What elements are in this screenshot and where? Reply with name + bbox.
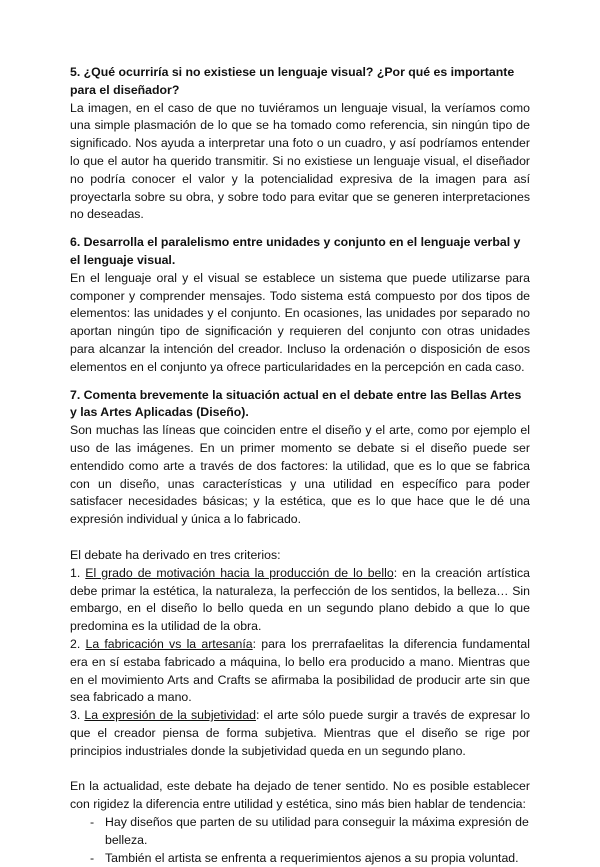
- question-5-heading: 5. ¿Qué ocurriría si no existiese un lenguaje visual? ¿Por qué es importante para el diseñador?: [70, 65, 515, 97]
- criterion-number: 3.: [70, 708, 85, 723]
- criterion-item: [70, 707, 530, 760]
- criterion-number: 2.: [70, 636, 86, 651]
- tendency-list: [70, 814, 530, 867]
- criterion-title: El grado de motivación hacia la producción de lo bello: [85, 565, 394, 580]
- answer-5-paragraph: La imagen, en el caso de que no tuviéramos un lenguaje visual, la veríamos como una simple plasmación de lo que se ha tomado como referencia, sin ningún tipo de significado. Nos ayuda a interpretar una foto o un cuadro, y así podríamos entender lo que el autor ha querido transmitir. Si no existiese un lenguaje visual, el diseñador no podría conocer el valor y la potencialidad expresiva de la imagen para así proyectarla sobre su obra, y sobre todo para evitar que se generen interpretaciones no deseadas.: [70, 100, 530, 222]
- criterion-item: [70, 636, 530, 707]
- question-6-heading: 6. Desarrolla el paralelismo entre unidades y conjunto en el lenguaje verbal y el lenguaje visual.: [70, 235, 521, 267]
- debate-intro: El debate ha derivado en tres criterios:: [70, 547, 281, 562]
- blank-line: [70, 529, 530, 547]
- list-item: [70, 814, 530, 850]
- section-q6: [70, 234, 530, 376]
- criterion-title: La expresión de la subjetividad: [84, 708, 256, 723]
- criterion-number: 1.: [70, 565, 86, 580]
- blank-line: [70, 760, 530, 778]
- criterion-title: La fabricación vs la artesanía: [85, 636, 253, 651]
- criterion-item: [70, 565, 530, 636]
- list-item-text: También el artista se enfrenta a requerimientos ajenos a su propia voluntad.: [105, 850, 519, 865]
- bullet-dash: -: [90, 850, 95, 865]
- criterion-text: : en la creación artística debe primar la estética, la naturaleza, la perfección de los sentidos, la belleza… Sin embargo, en el diseño lo bello queda en un segundo plano debido a que lo que predomina es la utilidad de la obra.: [70, 565, 530, 634]
- answer-7-paragraph: Son muchas las líneas que coinciden entre el diseño y el arte, como por ejemplo el uso de las imágenes. En un primer momento se debate si el diseño puede ser entendido como arte a través de dos factores: la utilidad, que es lo que se fabrica con un diseño, unas características y una utilidad en específico para poder satisfacer necesidades básicas; y la estética, que es lo que hace que le dé una expresión individual y única a lo fabricado.: [70, 423, 530, 527]
- question-7-heading: 7. Comenta brevemente la situación actual en el debate entre las Bellas Artes y las Artes Aplicadas (Diseño).: [70, 387, 522, 420]
- criterion-text: : el arte sólo puede surgir a través de expresar lo que el creador piensa de forma subjetiva. Mientras que el diseño se rige por principios industriales donde la subjetividad queda en un segundo plano.: [70, 708, 530, 758]
- section-q5: [70, 64, 530, 224]
- list-item-text: Hay diseños que parten de su utilidad para conseguir la máxima expresión de belleza.: [105, 815, 529, 847]
- debate-conclusion: En la actualidad, este debate ha dejado de tener sentido. No es posible establecer con rigidez la diferencia entre utilidad y estética, sino más bien hablar de tendencia:: [70, 779, 530, 812]
- list-item: [70, 850, 530, 867]
- answer-6-paragraph: En el lenguaje oral y el visual se establece un sistema que puede utilizarse para componer y comprender mensajes. Todo sistema está compuesto por dos tipos de elementos: las unidades y el conjunto. En ocasiones, las unidades por separado no aportan ningún tipo de significación y requieren del conjunto con otras unidades para alcanzar la intención del creador. Incluso la ordenación o disposición de esos elementos en el conjunto ya ofrece particularidades en la percepción en cada caso.: [70, 270, 530, 374]
- criterion-text: : para los prerrafaelitas la diferencia fundamental era en sí estaba fabricado a máquina, lo bello era producido a mano. Mientras que en el movimiento Arts and Crafts se afirmaba la posibilidad de producir arte sin que sea fabricado a mano.: [70, 636, 530, 705]
- bullet-dash: -: [90, 815, 95, 830]
- section-q7: [70, 387, 530, 529]
